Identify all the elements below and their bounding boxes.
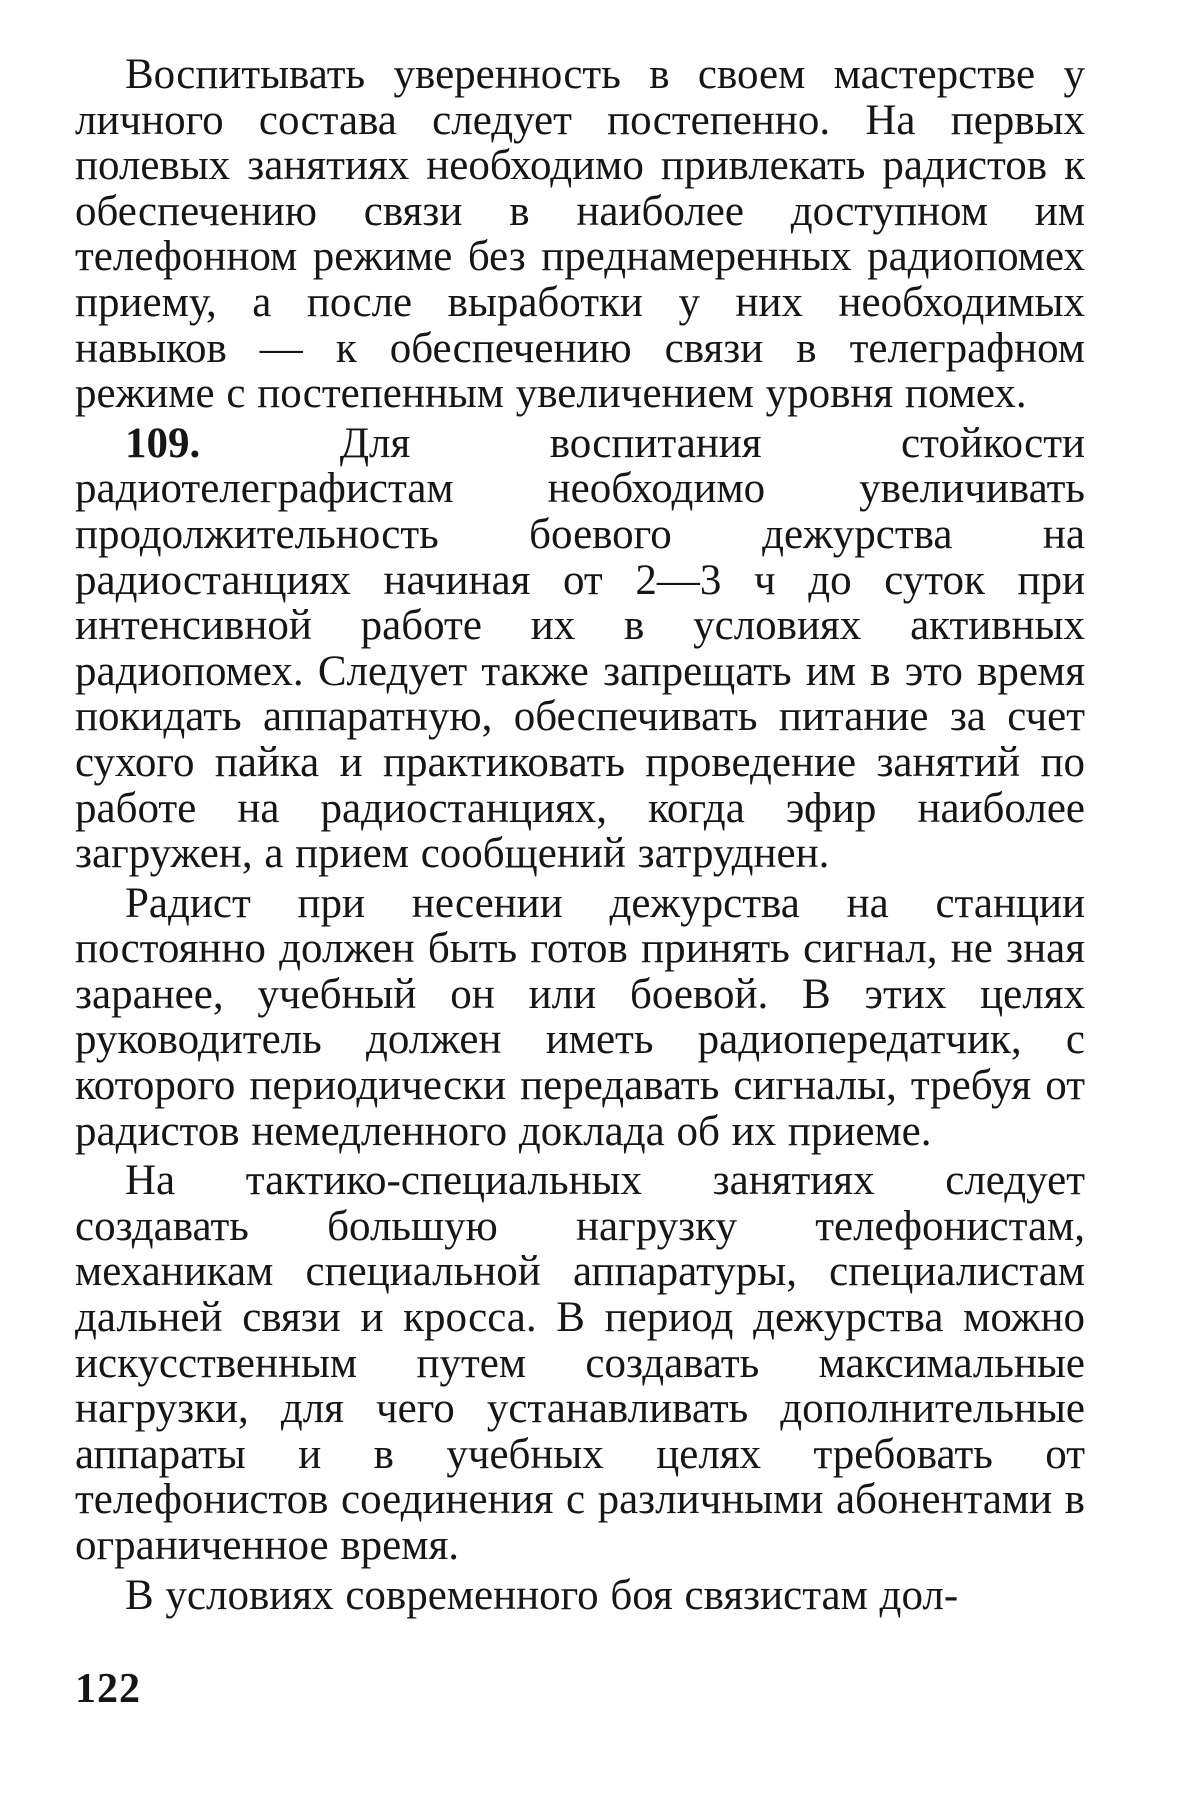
paragraph-text: В условиях современного боя связистам дол- [125,1571,959,1619]
paragraph-109 [75,421,1085,877]
body-text [75,52,1085,1622]
paragraph-text: Радист при несении дежурства на станции постоянно должен быть готов принять сигнал, не зная заранее, учебный он или боевой. В этих целях руководитель должен иметь радиопередатчик, с которого периодически передавать сигналы, требуя от радистов немедленного доклада об их приеме. [75,879,1085,1155]
page-number: 122 [75,1666,141,1712]
paragraph-text: На тактико-специальных занятиях следует создавать большую нагрузку телефонистам, механикам специальной аппаратуры, специалистам дальней связи и кросса. В период дежурства можно искусственным путем создавать максимальные нагрузки, для чего устанавливать дополнительные аппараты и в учебных целях требовать от телефонистов соединения с различными абонентами в ограниченное время. [75,1157,1085,1569]
paragraph-number: 109. [125,419,201,467]
paragraph [75,1573,1085,1619]
paragraph-text: Воспитывать уверенность в своем мастерстве у личного состава следует постепенно. На первых полевых занятиях необходимо привлекать радистов к обеспечению связи в наиболее доступном им телефонном режиме без преднамеренных радиопомех приему, а после выработки у них необходимых навыков — к обеспечению связи в телеграфном режиме с постепенным увеличением уровня помех. [75,51,1085,418]
paragraph-text: Для воспитания стойкости радиотелеграфистам необходимо увеличивать продолжительность боевого дежурства на радиостанциях начиная от 2—3 ч до суток при интенсивной работе их в условиях активных радиопомех. Следует также запрещать им в это время покидать аппаратную, обеспечивать питание за счет сухого пайка и практиковать проведение занятий по работе на радиостанциях, когда эфир наиболее загружен, а прием сообщений затруднен. [75,419,1086,878]
paragraph [75,1158,1085,1568]
paragraph [75,52,1085,417]
paragraph [75,881,1085,1155]
